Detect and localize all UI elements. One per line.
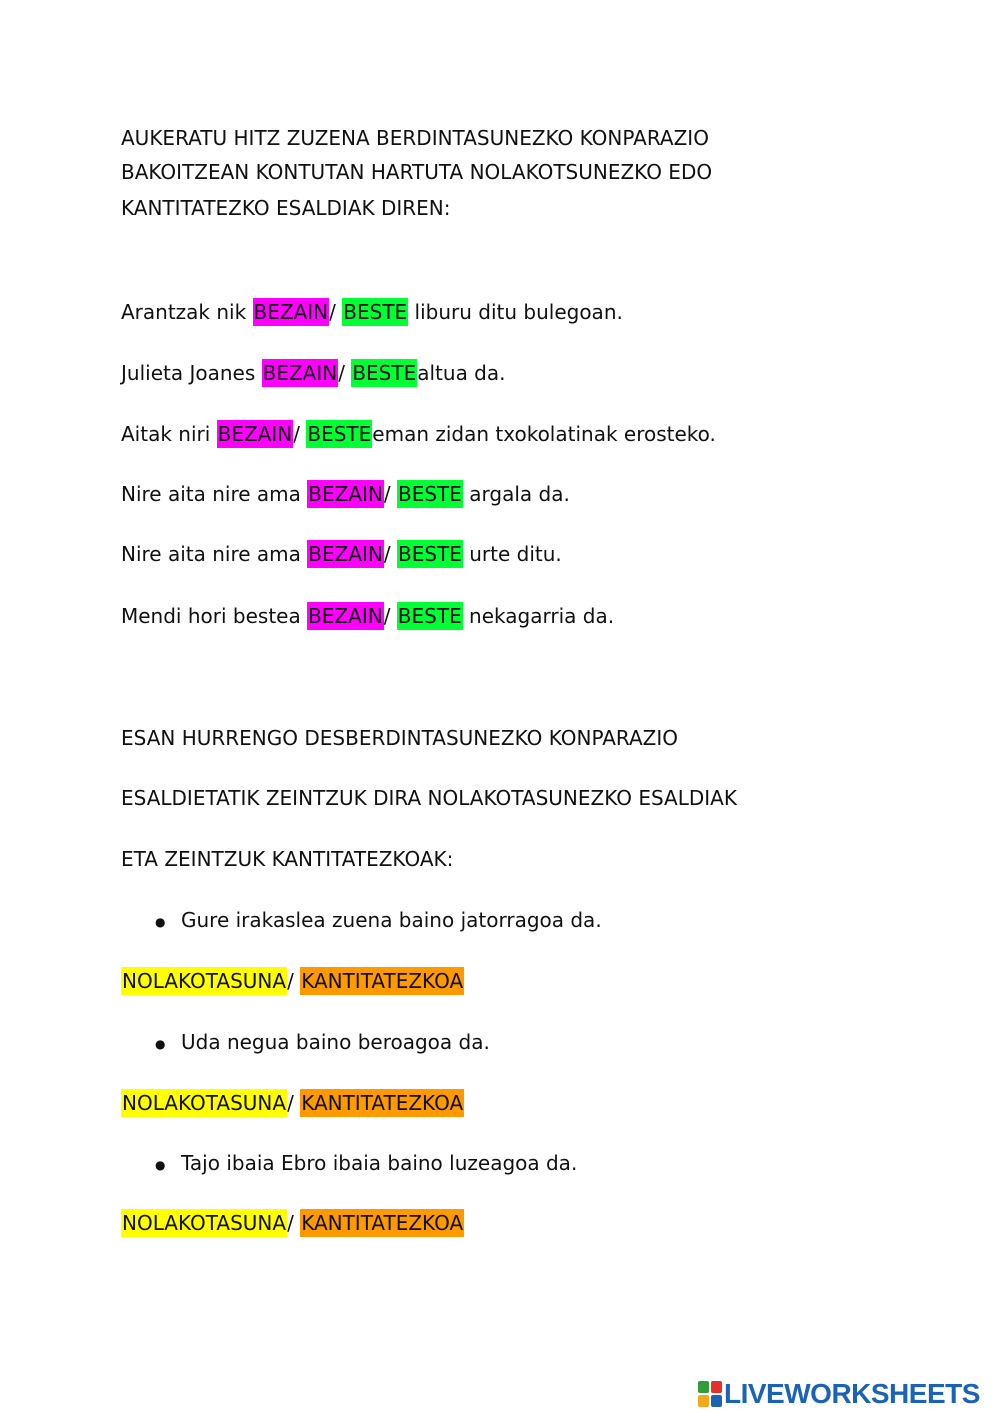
instruction-line-1: AUKERATU HITZ ZUZENA BERDINTASUNEZKO KONPARAZIO <box>121 126 709 150</box>
sentence-4 <box>121 478 570 510</box>
option-bezain[interactable]: BEZAIN <box>308 482 383 506</box>
bullet-item-2 <box>155 1026 490 1060</box>
logo-square <box>698 1395 709 1407</box>
logo-square <box>698 1381 709 1393</box>
answer-row-1 <box>121 965 464 997</box>
sentence-3 <box>121 418 716 450</box>
sentence-pre: Nire aita nire ama <box>121 482 308 506</box>
bullet-item-1 <box>155 904 602 938</box>
instruction2-line-2: ESALDIETATIK ZEINTZUK DIRA NOLAKOTASUNEZKO ESALDIAK <box>121 786 737 810</box>
sentence-2 <box>121 357 506 389</box>
bullet-text: Uda negua baino beroagoa da. <box>181 1030 490 1054</box>
sentence-post: altua da. <box>417 361 506 385</box>
option-beste[interactable]: BESTE <box>397 604 462 628</box>
option-nolakotasuna[interactable]: NOLAKOTASUNA <box>122 1211 287 1235</box>
logo-square <box>711 1381 722 1393</box>
logo-square <box>711 1395 722 1407</box>
bullet-text: Tajo ibaia Ebro ibaia baino luzeagoa da. <box>181 1151 578 1175</box>
option-beste[interactable]: BESTE <box>307 422 372 446</box>
sentence-post: argala da. <box>462 482 570 506</box>
sentence-pre: Nire aita nire ama <box>121 542 308 566</box>
option-kantitatezkoa[interactable]: KANTITATEZKOA <box>301 969 464 993</box>
option-beste[interactable]: BESTE <box>397 482 462 506</box>
separator: / <box>287 1211 301 1235</box>
option-bezain[interactable]: BEZAIN <box>253 300 329 324</box>
separator: / <box>383 542 397 566</box>
bullet-icon: ● <box>155 914 166 929</box>
sentence-post: liburu ditu bulegoan. <box>408 300 623 324</box>
separator: / <box>287 969 301 993</box>
bullet-text: Gure irakaslea zuena baino jatorragoa da. <box>181 908 602 932</box>
instruction2-line-3: ETA ZEINTZUK KANTITATEZKOAK: <box>121 847 454 871</box>
option-bezain[interactable]: BEZAIN <box>308 542 383 566</box>
option-kantitatezkoa[interactable]: KANTITATEZKOA <box>301 1211 464 1235</box>
bullet-icon: ● <box>155 1157 166 1172</box>
separator: / <box>287 1091 301 1115</box>
option-nolakotasuna[interactable]: NOLAKOTASUNA <box>122 969 287 993</box>
option-beste[interactable]: BESTE <box>343 300 408 324</box>
bullet-item-3 <box>155 1147 577 1181</box>
separator: / <box>293 422 307 446</box>
sentence-post: eman zidan txokolatinak erosteko. <box>372 422 716 446</box>
option-beste[interactable]: BESTE <box>352 361 417 385</box>
option-beste[interactable]: BESTE <box>397 542 462 566</box>
option-bezain[interactable]: BEZAIN <box>308 604 383 628</box>
sentence-pre: Aitak niri <box>121 422 217 446</box>
liveworksheets-logo <box>698 1378 980 1410</box>
logo-icon <box>698 1381 722 1407</box>
option-bezain[interactable]: BEZAIN <box>262 361 338 385</box>
sentence-6 <box>121 600 614 632</box>
option-kantitatezkoa[interactable]: KANTITATEZKOA <box>301 1091 464 1115</box>
option-bezain[interactable]: BEZAIN <box>217 422 293 446</box>
separator: / <box>383 482 397 506</box>
sentence-pre: Arantzak nik <box>121 300 253 324</box>
answer-row-2 <box>121 1087 464 1119</box>
separator: / <box>338 361 352 385</box>
instruction2-line-1: ESAN HURRENGO DESBERDINTASUNEZKO KONPARAZIO <box>121 726 679 750</box>
logo-text: LIVEWORKSHEETS <box>724 1378 980 1409</box>
sentence-5 <box>121 538 562 570</box>
separator: / <box>329 300 343 324</box>
bullet-icon: ● <box>155 1036 166 1051</box>
sentence-post: nekagarria da. <box>462 604 615 628</box>
sentence-1 <box>121 296 623 328</box>
sentence-pre: Mendi hori bestea <box>121 604 308 628</box>
instruction-line-2: BAKOITZEAN KONTUTAN HARTUTA NOLAKOTSUNEZKO EDO <box>121 160 713 184</box>
option-nolakotasuna[interactable]: NOLAKOTASUNA <box>122 1091 287 1115</box>
sentence-post: urte ditu. <box>462 542 562 566</box>
instruction-line-3: KANTITATEZKO ESALDIAK DIREN: <box>121 196 451 220</box>
separator: / <box>383 604 397 628</box>
answer-row-3 <box>121 1207 464 1239</box>
sentence-pre: Julieta Joanes <box>121 361 262 385</box>
